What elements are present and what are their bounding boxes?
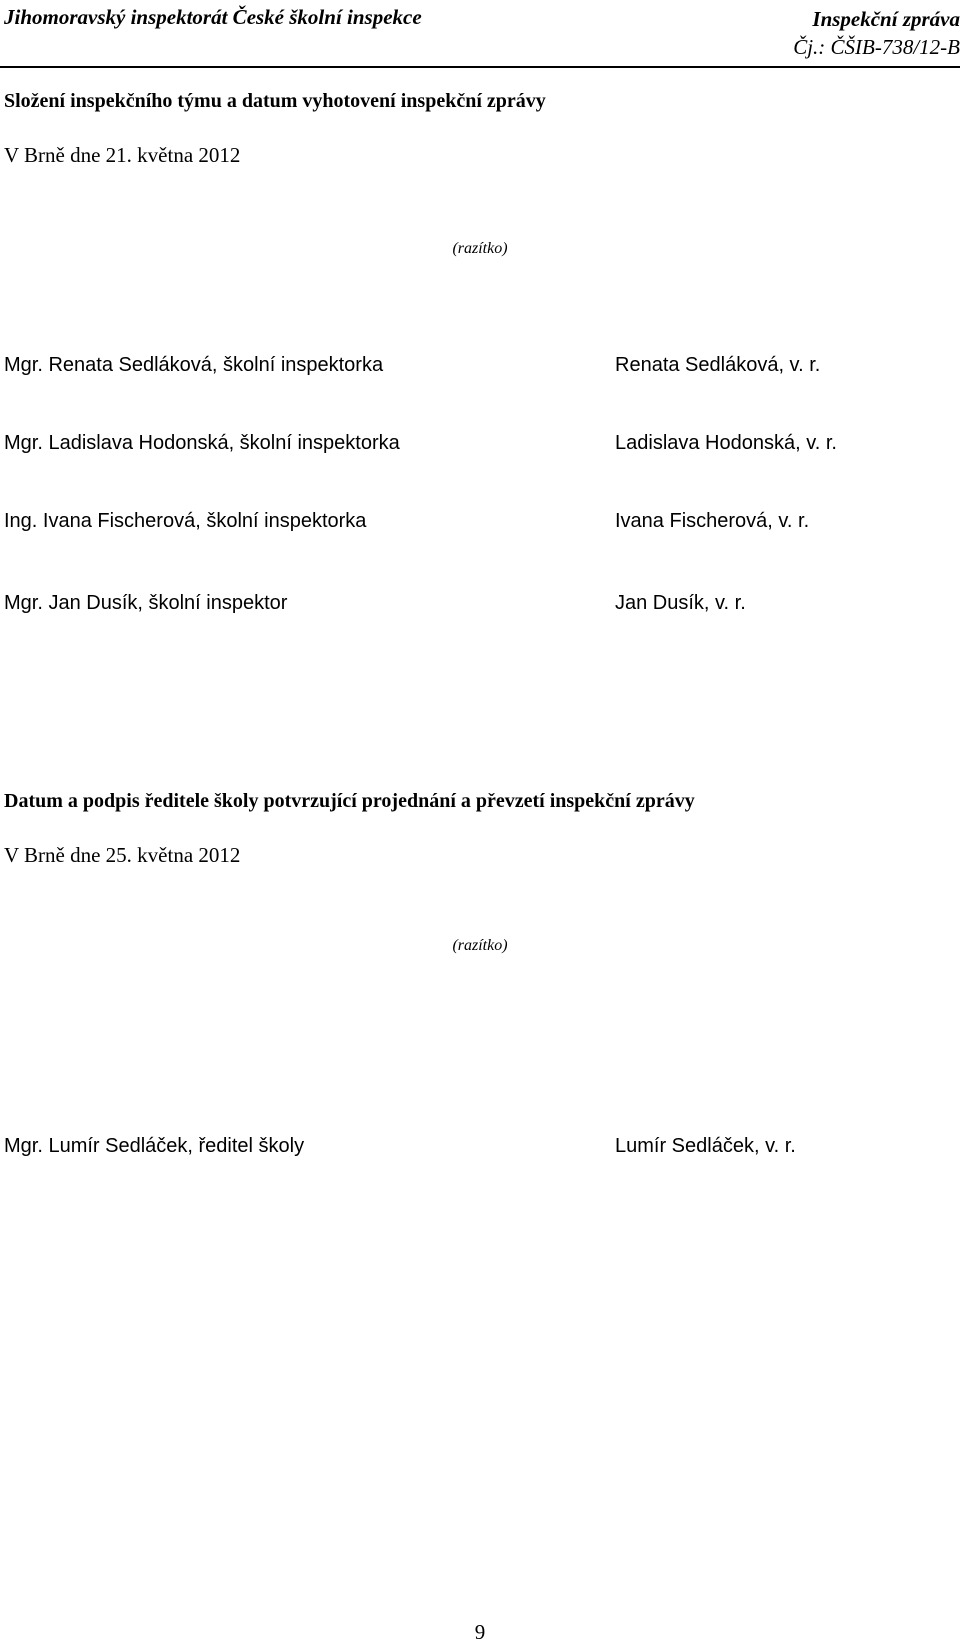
signatory-row [0, 592, 960, 620]
director-place-date: V Brně dne 25. května 2012 [4, 843, 241, 867]
team-place-date: V Brně dne 21. května 2012 [4, 143, 241, 167]
signatory-name: Ing. Ivana Fischerová, školní inspektorka [4, 510, 367, 532]
director-name: Mgr. Lumír Sedláček, ředitel školy [4, 1135, 305, 1157]
header-right-block [660, 5, 960, 61]
director-section-heading: Datum a podpis ředitele školy potvrzující projednání a převzetí inspekční zprávy [4, 790, 695, 812]
header-divider [0, 66, 960, 68]
team-section-heading: Složení inspekčního týmu a datum vyhotovení inspekční zprávy [4, 90, 546, 112]
signatory-row [0, 510, 960, 538]
director-signature: Lumír Sedláček, v. r. [615, 1135, 796, 1157]
director-stamp-placeholder: (razítko) [452, 937, 508, 954]
reference-number: Čj.: ČŠIB-738/12-B [793, 35, 960, 59]
director-signatory-row [0, 1135, 960, 1163]
team-stamp-placeholder: (razítko) [452, 240, 508, 257]
signatory-name: Mgr. Renata Sedláková, školní inspektorka [4, 354, 384, 376]
signatory-name: Mgr. Ladislava Hodonská, školní inspektorka [4, 432, 400, 454]
organization-name: Jihomoravský inspektorát České školní inspekce [4, 5, 422, 29]
signatory-signature: Renata Sedláková, v. r. [615, 354, 821, 376]
page-number: 9 [474, 1620, 486, 1644]
signatory-signature: Ivana Fischerová, v. r. [615, 510, 810, 532]
signatory-name: Mgr. Jan Dusík, školní inspektor [4, 592, 288, 614]
signatory-signature: Ladislava Hodonská, v. r. [615, 432, 837, 454]
signatory-row [0, 432, 960, 460]
signatory-signature: Jan Dusík, v. r. [615, 592, 746, 614]
signatory-row [0, 354, 960, 382]
document-type: Inspekční zpráva [812, 7, 960, 31]
